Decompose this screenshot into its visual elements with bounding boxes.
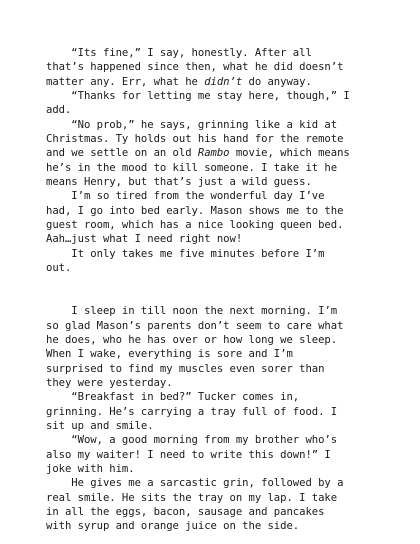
text-line	[46, 319, 386, 333]
text-line	[46, 433, 386, 447]
blank-line	[46, 290, 386, 304]
text-segment: He gives me a sarcastic grin, followed by a	[46, 477, 344, 490]
text-segment: with syrup and orange juice on the side.	[46, 520, 300, 533]
blank-line	[46, 276, 386, 290]
text-segment: joke with him.	[46, 462, 135, 475]
text-line	[46, 218, 386, 232]
text-line	[46, 103, 386, 117]
text-segment: “No prob,” he says, grinning like a kid at	[46, 118, 338, 131]
text-line	[46, 247, 386, 261]
text-segment: he’s in the mood to kill someone. I take it he	[46, 161, 338, 174]
text-line	[46, 132, 386, 146]
text-line	[46, 89, 386, 103]
text-segment: “Thanks for letting me stay here, though,” I	[46, 90, 350, 103]
text-line	[46, 419, 386, 433]
text-segment: “Its fine,” I say, honestly. After all	[46, 47, 312, 59]
text-segment: out.	[46, 262, 72, 275]
text-segment: he does, who he has over or how long we sleep.	[46, 333, 338, 346]
text-segment: surprised to find my muscles even sorer than	[46, 362, 325, 375]
text-segment: I’m so tired from the wonderful day I’ve	[46, 190, 325, 203]
text-line	[46, 60, 386, 74]
text-segment: had, I go into bed early. Mason shows me to the	[46, 204, 344, 217]
text-line	[46, 118, 386, 132]
text-segment: movie, which means	[229, 147, 350, 160]
text-line	[46, 448, 386, 462]
text-line	[46, 376, 386, 390]
text-line	[46, 333, 386, 347]
text-segment: also my waiter! I need to write this down!” I	[46, 448, 331, 461]
text-line	[46, 46, 386, 60]
text-segment: grinning. He’s carrying a tray full of food. I	[46, 405, 338, 418]
text-segment: matter any. Err, what he	[46, 75, 205, 88]
text-segment: that’s happened since then, what he did doesn’t	[46, 61, 344, 74]
text-line	[46, 175, 386, 189]
text-line	[46, 75, 386, 89]
text-segment: sit up and smile.	[46, 419, 154, 432]
text-line	[46, 362, 386, 376]
text-segment: “Wow, a good morning from my brother who’s	[46, 434, 338, 447]
italic-text: Rambo	[197, 147, 230, 160]
text-line	[46, 505, 386, 519]
text-segment: they were yesterday.	[46, 376, 173, 389]
text-segment: do anyway.	[242, 75, 312, 88]
text-line	[46, 390, 386, 404]
text-segment: and we settle on an old	[46, 147, 198, 160]
text-line	[46, 491, 386, 505]
body-text	[46, 46, 386, 534]
text-line	[46, 146, 386, 160]
text-segment: in all the eggs, bacon, sausage and pancakes	[46, 506, 325, 518]
text-segment: Aah…just what I need right now!	[46, 233, 243, 246]
text-line	[46, 519, 386, 533]
text-segment: add.	[46, 104, 72, 117]
text-segment: “Breakfast in bed?” Tucker comes in,	[46, 391, 300, 404]
text-line	[46, 204, 386, 218]
text-segment: means Henry, but that’s just a wild guess.	[46, 176, 312, 189]
text-segment: so glad Mason’s parents don’t seem to care what	[46, 319, 344, 332]
italic-text: didn’t	[204, 75, 243, 88]
text-line	[46, 405, 386, 419]
text-segment: It only takes me five minutes before I’m	[46, 247, 325, 260]
text-line	[46, 232, 386, 246]
text-line	[46, 189, 386, 203]
text-line	[46, 161, 386, 175]
text-segment: When I wake, everything is sore and I’m	[46, 348, 293, 361]
text-line	[46, 304, 386, 318]
text-line	[46, 476, 386, 490]
text-line	[46, 462, 386, 476]
text-line	[46, 261, 386, 275]
text-segment: real smile. He sits the tray on my lap. I take	[46, 491, 338, 504]
text-segment: I sleep in till noon the next morning. I’m	[46, 305, 338, 318]
text-segment: guest room, which has a nice looking queen bed.	[46, 219, 344, 232]
text-segment: Christmas. Ty holds out his hand for the remote	[46, 133, 344, 146]
text-line	[46, 347, 386, 361]
